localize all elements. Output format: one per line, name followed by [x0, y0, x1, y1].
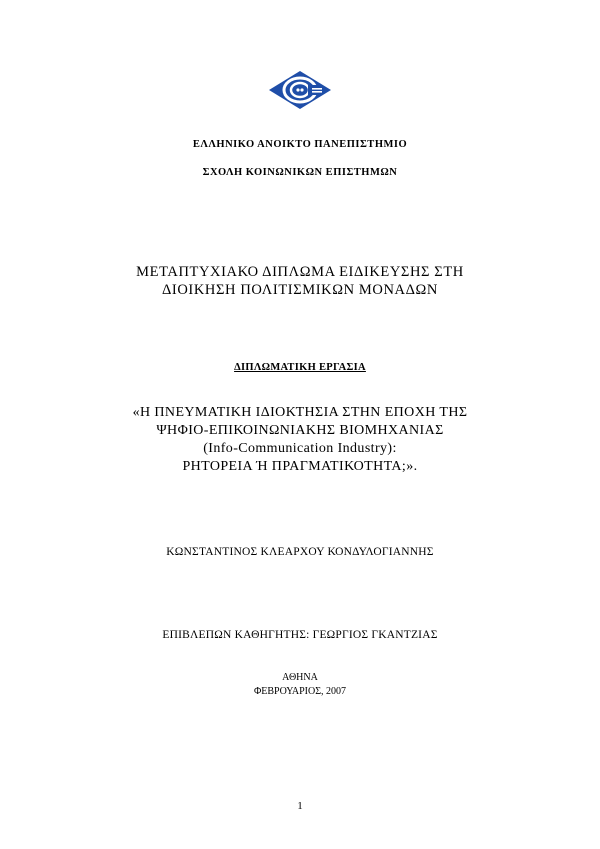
- thesis-title-line-4: ΡΗΤΟΡΕΙΑ Ή ΠΡΑΓΜΑΤΙΚΟΤΗΤΑ;».: [182, 459, 418, 474]
- school-name: ΣΧΟΛΗ ΚΟΙΝΩΝΙΚΩΝ ΕΠΙΣΤΗΜΩΝ: [202, 167, 398, 178]
- city: ΑΘΗΝΑ: [282, 672, 318, 683]
- thesis-title-line-2: ΨΗΦΙΟ-ΕΠΙΚΟΙΝΩΝΙΑΚΗΣ ΒΙΟΜΗΧΑΝΙΑΣ: [156, 423, 444, 438]
- program-title-line-1: ΜΕΤΑΠΤΥΧΙΑΚΟ ΔΙΠΛΩΜΑ ΕΙΔΙΚΕΥΣΗΣ ΣΤΗ: [136, 264, 464, 280]
- program-title-line-2: ΔΙΟΙΚΗΣΗ ΠΟΛΙΤΙΣΜΙΚΩΝ ΜΟΝΑΔΩΝ: [162, 282, 438, 298]
- thesis-title-line-3: (Info-Communication Industry):: [203, 441, 397, 456]
- supervisor-line: ΕΠΙΒΛΕΠΩΝ ΚΑΘΗΓΗΤΗΣ: ΓΕΩΡΓΙΟΣ ΓΚΑΝΤΖΙΑΣ: [162, 629, 438, 641]
- thesis-label: ΔΙΠΛΩΜΑΤΙΚΗ ΕΡΓΑΣΙΑ: [234, 362, 366, 373]
- university-emblem-icon: [268, 70, 332, 110]
- page-number: 1: [297, 800, 303, 812]
- author-name: ΚΩΝΣΤΑΝΤΙΝΟΣ ΚΛΕΑΡΧΟΥ ΚΟΝΔΥΛΟΓΙΑΝΝΗΣ: [166, 546, 434, 558]
- date: ΦΕΒΡΟΥΑΡΙΟΣ, 2007: [253, 686, 347, 697]
- university-name: ΕΛΛΗΝΙΚΟ ΑΝΟΙΚΤΟ ΠΑΝΕΠΙΣΤΗΜΙΟ: [192, 139, 408, 150]
- thesis-title-line-1: «Η ΠΝΕΥΜΑΤΙΚΗ ΙΔΙΟΚΤΗΣΙΑ ΣΤΗΝ ΕΠΟΧΗ ΤΗΣ: [132, 405, 468, 420]
